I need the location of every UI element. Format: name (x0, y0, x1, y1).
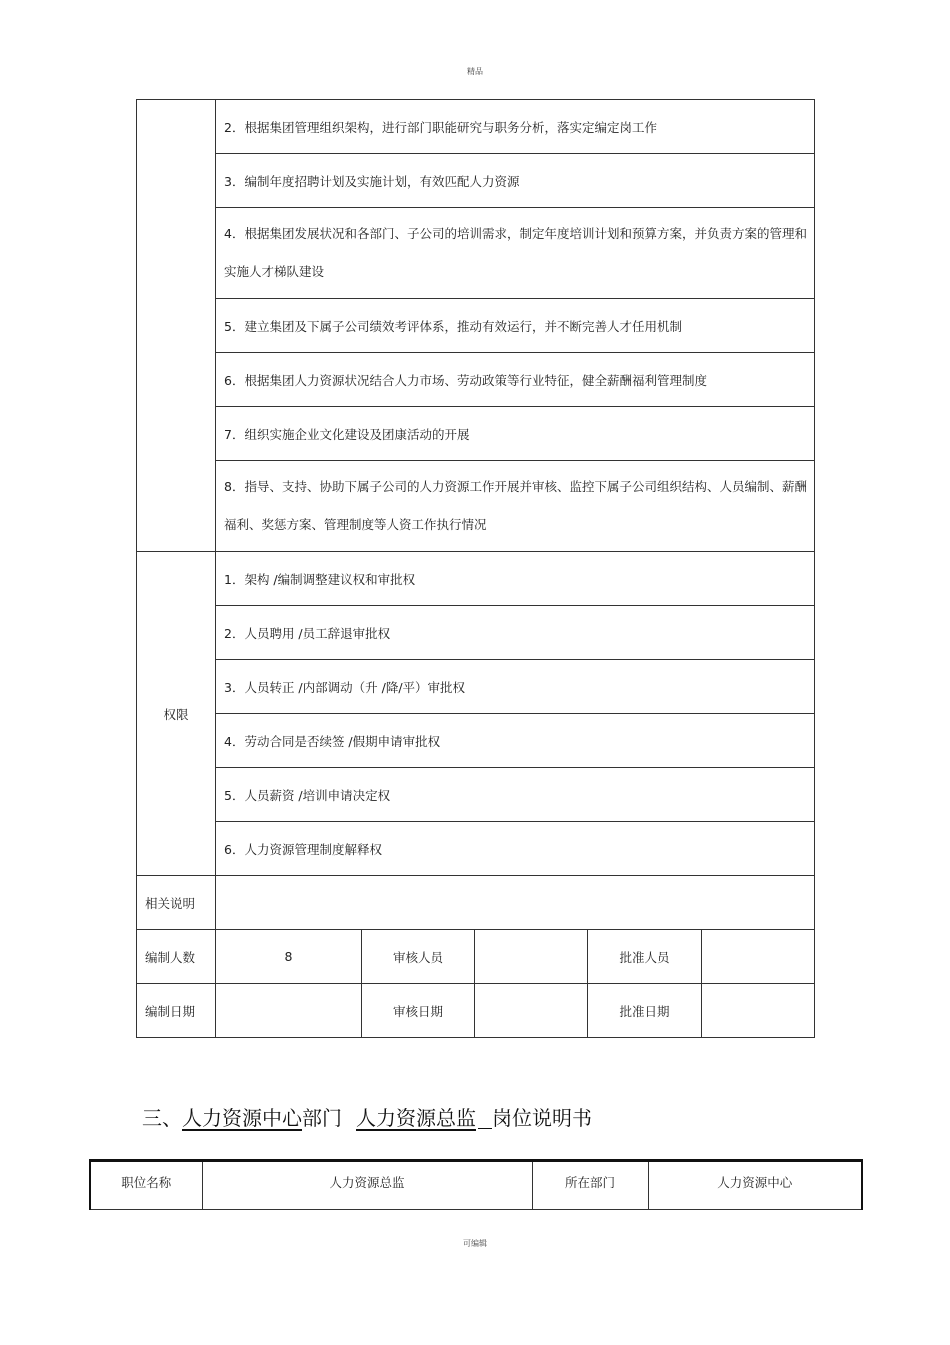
approver-label: 批准人员 (588, 930, 702, 984)
title-department: 人力资源中心 (182, 1106, 302, 1130)
title-prefix: 三、 (142, 1106, 182, 1130)
reviewer-value (475, 930, 588, 984)
duties-section-cell (137, 100, 216, 552)
reviewer-label: 审核人员 (362, 930, 475, 984)
authority-item: 2．人员聘用 /员工辞退审批权 (216, 606, 815, 660)
notes-value (216, 876, 815, 930)
job-description-table (136, 99, 815, 1038)
approver-value (702, 930, 815, 984)
authority-item: 5．人员薪资 /培训申请决定权 (216, 768, 815, 822)
authority-item: 1．架构 /编制调整建议权和审批权 (216, 552, 815, 606)
department-label: 所在部门 (532, 1161, 648, 1210)
duty-item: 6．根据集团人力资源状况结合人力市场、劳动政策等行业特征，健全薪酬福利管理制度 (216, 353, 815, 407)
footer-note: 可编辑 (463, 1239, 487, 1248)
prepared-date-label: 编制日期 (137, 984, 216, 1038)
department-value: 人力资源中心 (648, 1161, 862, 1210)
authority-item: 6．人力资源管理制度解释权 (216, 822, 815, 876)
headcount-value: 8 (216, 930, 362, 984)
authority-label: 权限 (137, 552, 216, 876)
title-suffix: 岗位说明书 (492, 1106, 592, 1130)
duty-item: 3．编制年度招聘计划及实施计划，有效匹配人力资源 (216, 154, 815, 208)
approve-date-label: 批准日期 (588, 984, 702, 1038)
duty-item: 7．组织实施企业文化建设及团康活动的开展 (216, 407, 815, 461)
review-date-value (475, 984, 588, 1038)
title-position: 人力资源总监 (356, 1106, 476, 1130)
section-title (142, 1102, 592, 1131)
approve-date-value (702, 984, 815, 1038)
position-name-label: 职位名称 (90, 1161, 202, 1210)
duty-item: 8．指导、支持、协助下属子公司的人力资源工作开展并审核、监控下属子公司组织结构、人员编制、薪酬福利、奖惩方案、管理制度等人资工作执行情况 (216, 461, 815, 552)
duty-item: 2．根据集团管理组织架构，进行部门职能研究与职务分析，落实定编定岗工作 (216, 100, 815, 154)
authority-item: 3．人员转正 /内部调动（升 /降/平）审批权 (216, 660, 815, 714)
review-date-label: 审核日期 (362, 984, 475, 1038)
duty-item: 4．根据集团发展状况和各部门、子公司的培训需求，制定年度培训计划和预算方案，并负责方案的管理和实施人才梯队建设 (216, 208, 815, 299)
authority-item: 4．劳动合同是否续签 /假期申请审批权 (216, 714, 815, 768)
position-name-value: 人力资源总监 (202, 1161, 532, 1210)
title-underline-pad (478, 1127, 492, 1129)
title-dept-word: 部门 (302, 1106, 342, 1130)
position-info-table (89, 1159, 863, 1210)
header-note: 精品 (467, 67, 483, 76)
notes-label: 相关说明 (137, 876, 216, 930)
prepared-date-value (216, 984, 362, 1038)
headcount-label: 编制人数 (137, 930, 216, 984)
duty-item: 5．建立集团及下属子公司绩效考评体系，推动有效运行，并不断完善人才任用机制 (216, 299, 815, 353)
